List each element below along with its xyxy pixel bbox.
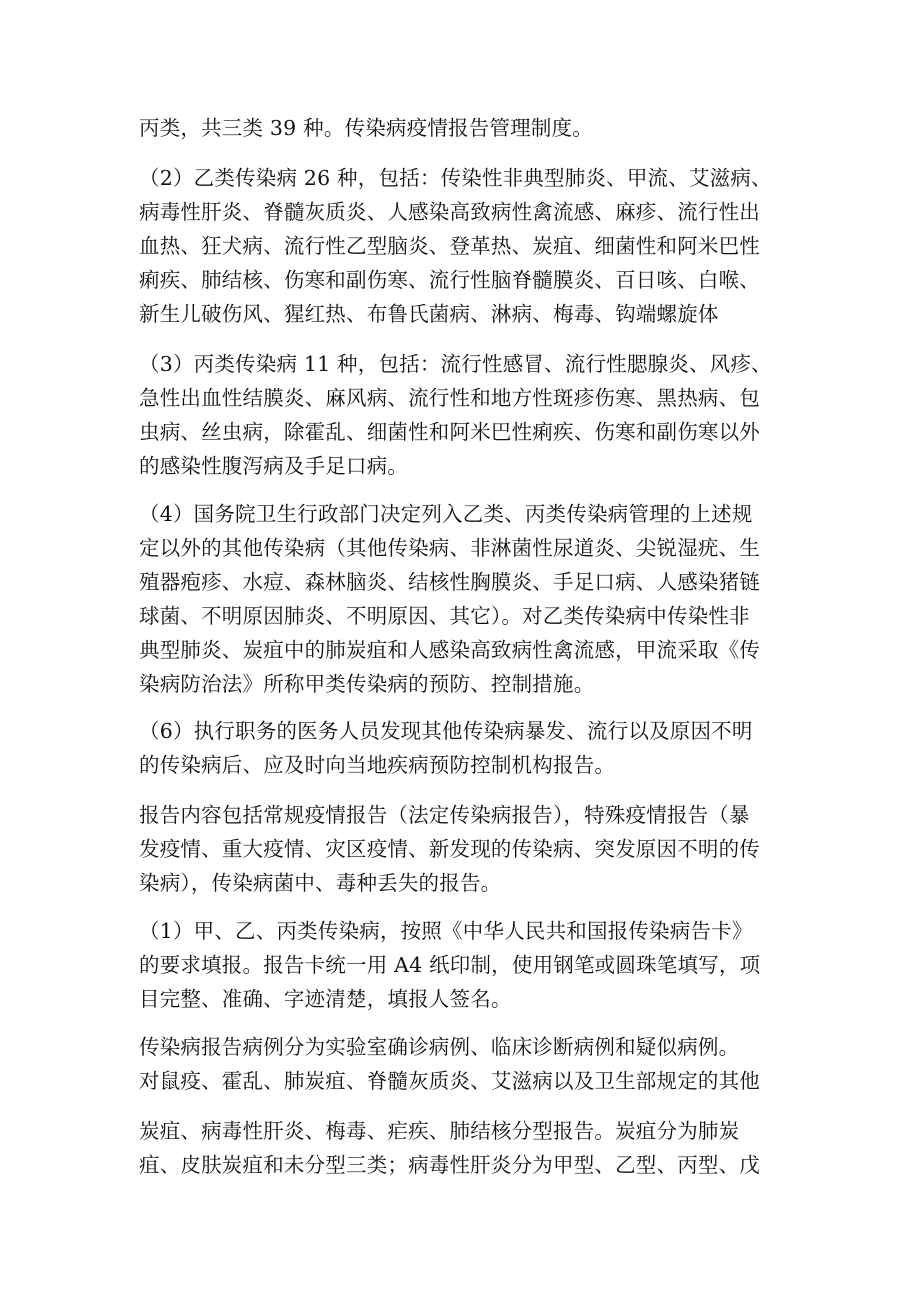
text-line: （3）丙类传染病 11 种，包括：流行性感冒、流行性腮腺炎、风疹、: [139, 352, 772, 376]
paragraph-report-card: [139, 914, 799, 1016]
text-line: 新生儿破伤风、猩红热、布鲁氏菌病、淋病、梅毒、钩端螺旋体: [139, 302, 719, 326]
text-line: 染病防治法》所称甲类传染病的预防、控制措施。: [139, 672, 595, 696]
text-line: 殖器疱疹、水痘、森林脑炎、结核性胸膜炎、手足口病、人感染猪链: [139, 570, 760, 594]
text-line: 血热、狂犬病、流行性乙型脑炎、登革热、炭疽、细菌性和阿米巴性: [139, 234, 760, 258]
text-line: 痢疾、肺结核、伤寒和副伤寒、流行性脑脊髓膜炎、百日咳、白喉、: [139, 268, 760, 292]
text-line: 球菌、不明原因肺炎、不明原因、其它）。对乙类传染病中传染性非: [139, 604, 750, 628]
text-line: 目完整、准确、字迹清楚，填报人签名。: [139, 987, 512, 1011]
paragraph-case-types: [139, 1030, 799, 1098]
paragraph-medical-staff: [139, 714, 799, 782]
paragraph-other-diseases: [139, 497, 799, 701]
text-line: 发疫情、重大疫情、灾区疫情、新发现的传染病、突发原因不明的传: [139, 837, 760, 861]
text-line: 急性出血性结膜炎、麻风病、流行性和地方性斑疹伤寒、黑热病、包: [139, 386, 760, 410]
paragraph-class-c: [139, 347, 799, 483]
text-line: （1）甲、乙、丙类传染病，按照《中华人民共和国报传染病告卡》: [139, 919, 753, 943]
paragraph-class-b: [139, 161, 799, 331]
text-line: 的要求填报。报告卡统一用 A4 纸印制，使用钢笔或圆珠笔填写，项: [139, 953, 761, 977]
text-line: 的传染病后、应及时向当地疾病预防控制机构报告。: [139, 753, 616, 777]
text-line: 疽、皮肤炭疽和未分型三类；病毒性肝炎分为甲型、乙型、丙型、戊: [139, 1153, 760, 1177]
paragraph-intro: [139, 111, 799, 145]
text-line: 典型肺炎、炭疽中的肺炭疽和人感染高致病性禽流感，甲流采取《传: [139, 638, 760, 662]
text-line: 定以外的其他传染病（其他传染病、非淋菌性尿道炎、尖锐湿疣、生: [139, 536, 760, 560]
text-line: 炭疽、病毒性肝炎、梅毒、疟疾、肺结核分型报告。炭疽分为肺炭: [139, 1119, 740, 1143]
text-line: 报告内容包括常规疫情报告（法定传染病报告），特殊疫情报告（暴: [139, 803, 750, 827]
text-line: 丙类，共三类 39 种。传染病疫情报告管理制度。: [139, 116, 593, 140]
text-line: 传染病报告病例分为实验室确诊病例、临床诊断病例和疑似病例。: [139, 1035, 740, 1059]
text-line: 染病），传染病菌中、毒种丢失的报告。: [139, 871, 502, 895]
text-line: 的感染性腹泻病及手足口病。: [139, 454, 409, 478]
text-line: （4）国务院卫生行政部门决定列入乙类、丙类传染病管理的上述规: [139, 502, 753, 526]
text-line: （6）执行职务的医务人员发现其他传染病暴发、流行以及原因不明: [139, 719, 753, 743]
paragraph-report-content: [139, 798, 799, 900]
text-line: 对鼠疫、霍乱、肺炭疽、脊髓灰质炎、艾滋病以及卫生部规定的其他: [139, 1069, 760, 1093]
text-line: 病毒性肝炎、脊髓灰质炎、人感染高致病性禽流感、麻疹、流行性出: [139, 200, 760, 224]
text-line: 虫病、丝虫病，除霍乱、细菌性和阿米巴性痢疾、伤寒和副伤寒以外: [139, 420, 760, 444]
text-line: （2）乙类传染病 26 种，包括：传染性非典型肺炎、甲流、艾滋病、: [139, 166, 772, 190]
paragraph-classification: [139, 1114, 799, 1182]
